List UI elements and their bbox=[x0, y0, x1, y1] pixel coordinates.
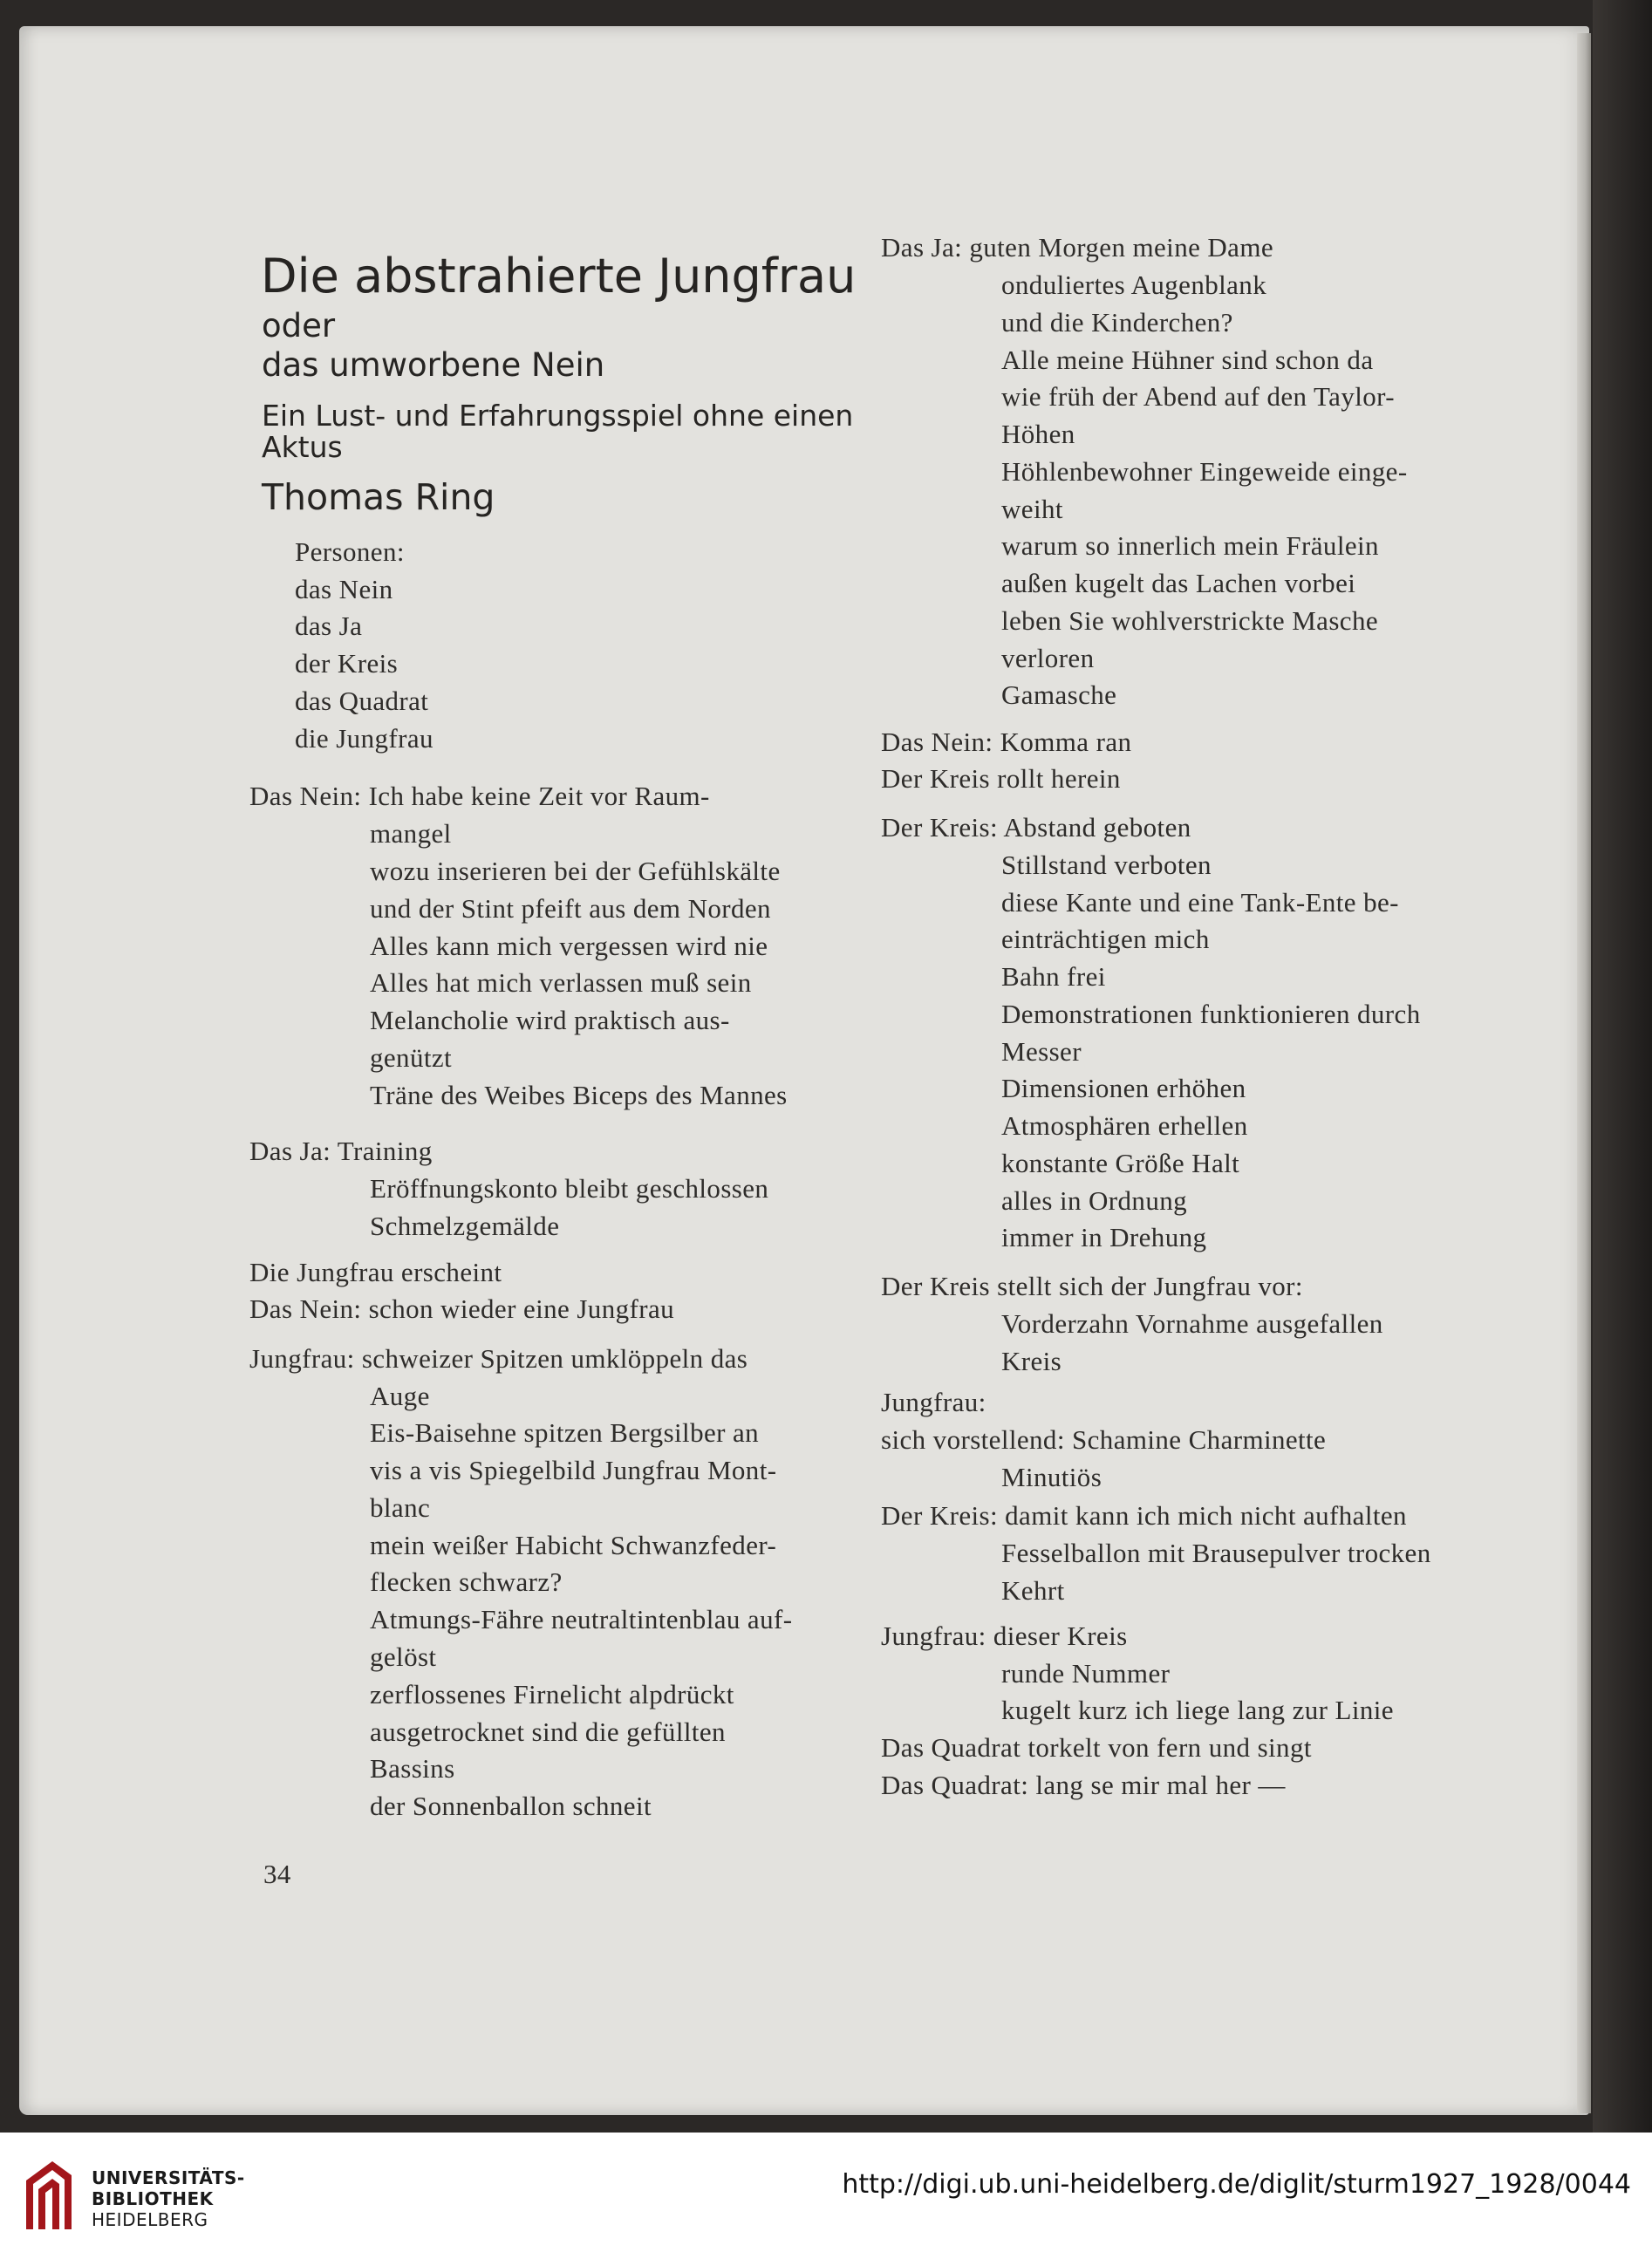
left-text-line-24: vis a vis Spiegelbild Jungfrau Mont- bbox=[370, 1455, 777, 1485]
right-text-line-21: Demonstrationen funktionieren durch bbox=[1001, 999, 1421, 1029]
right-text-line-3: und die Kinderchen? bbox=[1001, 307, 1233, 338]
right-text-line-10: außen kugelt das Lachen vorbei bbox=[1001, 568, 1356, 598]
right-text-line-16: Der Kreis: Abstand geboten bbox=[881, 812, 1191, 843]
right-text-line-1: Das Ja: guten Morgen meine Dame bbox=[881, 232, 1274, 263]
right-text-line-20: Bahn frei bbox=[1001, 961, 1106, 992]
left-text-line-9: wozu inserieren bei der Gefühlskälte bbox=[370, 856, 781, 886]
right-text-line-19: einträchtigen mich bbox=[1001, 924, 1210, 954]
page-edge bbox=[1577, 33, 1591, 2113]
book-page bbox=[19, 26, 1589, 2115]
right-text-line-25: konstante Größe Halt bbox=[1001, 1148, 1240, 1178]
left-text-line-27: flecken schwarz? bbox=[370, 1566, 563, 1597]
left-text-line-23: Eis-Baisehne spitzen Bergsilber an bbox=[370, 1417, 760, 1448]
left-text-line-2: das Nein bbox=[295, 574, 393, 604]
right-text-line-11: leben Sie wohlverstrickte Masche bbox=[1001, 605, 1379, 636]
left-text-line-4: der Kreis bbox=[295, 648, 399, 679]
play-subtitle: das umworbene Nein bbox=[262, 346, 605, 384]
right-text-line-35: Fesselballon mit Brausepulver trocken bbox=[1001, 1538, 1431, 1568]
left-text-line-33: der Sonnenballon schneit bbox=[370, 1791, 652, 1821]
right-text-line-6: Höhen bbox=[1001, 419, 1075, 449]
left-text-line-22: Auge bbox=[370, 1381, 430, 1411]
right-text-line-40: Das Quadrat torkelt von fern und singt bbox=[881, 1732, 1312, 1763]
right-text-line-5: wie früh der Abend auf den Taylor- bbox=[1001, 381, 1395, 412]
genre-line-1: Ein Lust- und Erfahrungsspiel ohne einen bbox=[262, 399, 854, 433]
author-name: Thomas Ring bbox=[262, 476, 495, 518]
source-url-link[interactable]: http://digi.ub.uni-heidelberg.de/diglit/sturm1927_1928/0044 bbox=[842, 2169, 1631, 2200]
right-text-line-37: Jungfrau: dieser Kreis bbox=[881, 1621, 1128, 1651]
right-text-line-12: verloren bbox=[1001, 643, 1095, 673]
right-text-line-8: weiht bbox=[1001, 494, 1063, 524]
left-text-line-21: Jungfrau: schweizer Spitzen umklöppeln das bbox=[249, 1343, 748, 1374]
left-text-line-11: Alles kann mich vergessen wird nie bbox=[370, 931, 768, 961]
left-text-line-6: die Jungfrau bbox=[295, 723, 433, 754]
binding-shadow bbox=[1593, 0, 1652, 2133]
right-text-line-38: runde Nummer bbox=[1001, 1658, 1171, 1689]
right-text-line-41: Das Quadrat: lang se mir mal her — bbox=[881, 1770, 1286, 1800]
right-text-line-33: Minutiös bbox=[1001, 1462, 1102, 1492]
right-text-line-22: Messer bbox=[1001, 1036, 1082, 1067]
left-text-line-12: Alles hat mich verlassen muß sein bbox=[370, 967, 752, 998]
right-text-line-17: Stillstand verboten bbox=[1001, 850, 1212, 880]
left-text-line-15: Träne des Weibes Biceps des Mannes bbox=[370, 1080, 788, 1110]
left-text-line-30: zerflossenes Firnelicht alpdrückt bbox=[370, 1679, 734, 1709]
right-text-line-18: diese Kante und eine Tank-Ente be- bbox=[1001, 887, 1399, 918]
left-text-line-20: Das Nein: schon wieder eine Jungfrau bbox=[249, 1293, 674, 1324]
left-text-line-31: ausgetrocknet sind die gefüllten bbox=[370, 1716, 726, 1747]
right-text-line-29: Vorderzahn Vornahme ausgefallen bbox=[1001, 1308, 1383, 1339]
right-text-line-4: Alle meine Hühner sind schon da bbox=[1001, 345, 1374, 375]
left-text-line-5: das Quadrat bbox=[295, 686, 429, 716]
left-text-line-25: blanc bbox=[370, 1492, 431, 1523]
right-text-line-32: sich vorstellend: Schamine Charminette bbox=[881, 1424, 1327, 1455]
left-text-line-7: Das Nein: Ich habe keine Zeit vor Raum- bbox=[249, 781, 710, 811]
library-footer bbox=[0, 2133, 1652, 2252]
right-text-line-24: Atmosphären erhellen bbox=[1001, 1110, 1248, 1141]
right-text-line-28: Der Kreis stellt sich der Jungfrau vor: bbox=[881, 1271, 1303, 1301]
right-text-line-31: Jungfrau: bbox=[881, 1387, 986, 1417]
library-logo-icon bbox=[19, 2156, 79, 2235]
play-title: Die abstrahierte Jungfrau bbox=[261, 249, 857, 304]
right-text-line-30: Kreis bbox=[1001, 1346, 1062, 1376]
right-text-line-26: alles in Ordnung bbox=[1001, 1185, 1188, 1216]
right-text-line-14: Das Nein: Komma ran bbox=[881, 727, 1132, 757]
right-text-line-2: onduliertes Augenblank bbox=[1001, 270, 1267, 300]
right-text-line-13: Gamasche bbox=[1001, 679, 1117, 710]
left-text-line-8: mangel bbox=[370, 818, 452, 849]
right-text-line-9: warum so innerlich mein Fräulein bbox=[1001, 530, 1379, 561]
page-number: 34 bbox=[263, 1859, 291, 1889]
right-text-line-15: Der Kreis rollt herein bbox=[881, 763, 1121, 794]
left-text-line-32: Bassins bbox=[370, 1753, 455, 1784]
left-text-line-17: Eröffnungskonto bleibt geschlossen bbox=[370, 1173, 769, 1204]
left-text-line-1: Personen: bbox=[295, 536, 405, 567]
left-text-line-10: und der Stint pfeift aus dem Norden bbox=[370, 893, 771, 924]
left-text-line-26: mein weißer Habicht Schwanzfeder- bbox=[370, 1530, 777, 1560]
left-text-line-16: Das Ja: Training bbox=[249, 1136, 433, 1166]
genre-line-2: Aktus bbox=[262, 430, 343, 464]
left-text-line-3: das Ja bbox=[295, 611, 363, 641]
logo-text-line-2: BIBLIOTHEK bbox=[92, 2188, 214, 2209]
left-text-line-19: Die Jungfrau erscheint bbox=[249, 1257, 502, 1287]
right-text-line-23: Dimensionen erhöhen bbox=[1001, 1073, 1246, 1103]
right-text-line-34: Der Kreis: damit kann ich mich nicht aufhalten bbox=[881, 1500, 1407, 1531]
left-text-line-14: genützt bbox=[370, 1042, 453, 1073]
left-text-line-18: Schmelzgemälde bbox=[370, 1211, 560, 1241]
right-text-line-27: immer in Drehung bbox=[1001, 1222, 1207, 1252]
left-text-line-29: gelöst bbox=[370, 1641, 437, 1672]
left-text-line-13: Melancholie wird praktisch aus- bbox=[370, 1005, 730, 1035]
logo-text-line-1: UNIVERSITÄTS- bbox=[92, 2167, 245, 2188]
right-text-line-39: kugelt kurz ich liege lang zur Linie bbox=[1001, 1695, 1394, 1725]
right-text-line-36: Kehrt bbox=[1001, 1575, 1065, 1606]
right-text-line-7: Höhlenbewohner Eingeweide einge- bbox=[1001, 456, 1408, 487]
title-oder: oder bbox=[262, 307, 336, 345]
logo-text-line-3: HEIDELBERG bbox=[92, 2209, 208, 2230]
left-text-line-28: Atmungs-Fähre neutraltintenblau auf- bbox=[370, 1604, 793, 1634]
